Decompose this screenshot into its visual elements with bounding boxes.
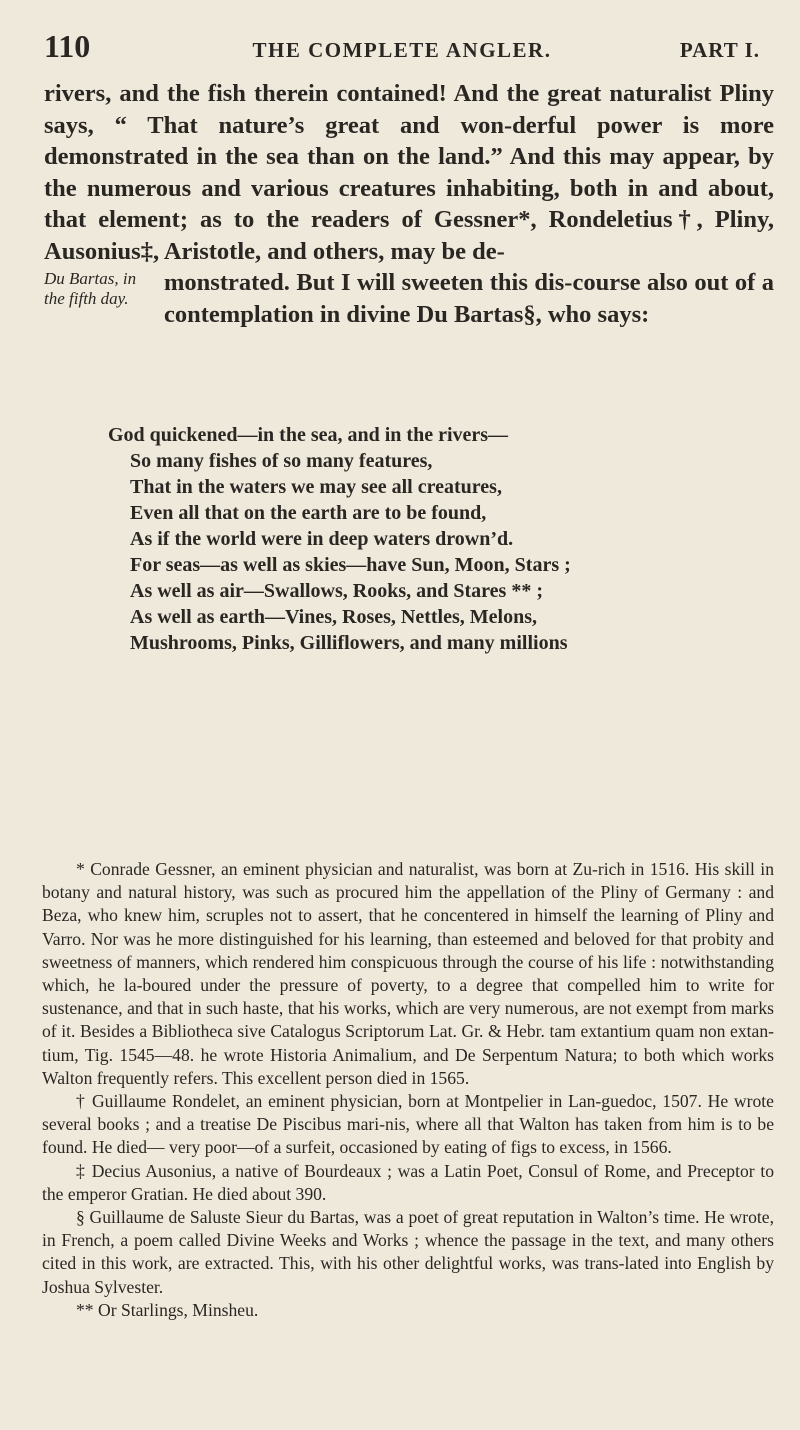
verse-line: For seas—as well as skies—have Sun, Moon, Stars ; (130, 554, 571, 576)
footnote-gessner: * Conrade Gessner, an eminent physician and naturalist, was born at Zu-rich in 1516. His skill in botany and natural history, was such as procured him the appellation of the Pliny of Germany : and Beza, who knew him, scruples not to assert, that he concentered in himself the learning of Pliny and Varro. Nor was he more distinguished for his learning, than esteemed and beloved for that probity and sweetness of manners, which rendered him conspicuous through the course of his life : notwithstanding which, he la-boured under the pressure of poverty, to a degree that compelled him to write for sustenance, and that in such haste, that his works, which are very numerous, are not exempt from marks of it. Besides a Bibliotheca sive Catalogus Scriptorum Lat. Gr. & Hebr. tam extantium quam non extan-tium, Tig. 1545—48. he wrote Historia Animalium, and De Serpentum Natura; to both which works Walton frequently refers. This excellent person died in 1565. (42, 859, 774, 1088)
verse-line: God quickened—in the sea, and in the rivers— (108, 424, 509, 446)
main-paragraph (44, 78, 774, 330)
paragraph-opening: rivers, and the fish therein contained! And the great naturalist Pliny says, “ That nature’s great and won-derful power is more demonstrated in the sea than on the land.” And this may appear, by the numerous and various creatures inhabiting, both in and about, that element; as to the readers of Gessner*, Rondeletius†, Pliny, Ausonius‡, Aristotle, and others, may be de- (44, 80, 774, 265)
verse-line: As well as air—Swallows, Rooks, and Stares ** ; (130, 580, 543, 602)
page-header (44, 28, 760, 68)
verse-line: Even all that on the earth are to be found, (130, 502, 487, 524)
verse-line: Mushrooms, Pinks, Gilliflowers, and many millions (130, 632, 568, 654)
verse-line: As well as earth—Vines, Roses, Nettles, Melons, (130, 606, 537, 628)
paragraph-continuation: monstrated. But I will sweeten this dis-course also out of a contemplation in divine Du Bartas§, who says: (164, 269, 774, 328)
page-number: 110 (44, 28, 91, 64)
running-title: THE COMPLETE ANGLER. (252, 38, 552, 62)
footnote-du-bartas: § Guillaume de Saluste Sieur du Bartas, was a poet of great reputation in Walton’s time. He wrote, in French, a poem called Divine Weeks and Works ; whence the passage in the text, and many others cited in this work, are extracted. This, with his other delightful works, was trans-lated into English by Joshua Sylvester. (42, 1207, 774, 1297)
margin-note: Du Bartas, in the fifth day. (44, 269, 137, 308)
footnote-starlings: ** Or Starlings, Minsheu. (76, 1299, 259, 1320)
footnote-ausonius: ‡ Decius Ausonius, a native of Bourdeaux ; was a Latin Poet, Consul of Rome, and Preceptor to the emperor Gratian. He died about 390. (42, 1160, 774, 1204)
verse-quotation (108, 422, 788, 656)
verse-line: That in the waters we may see all creatures, (130, 476, 502, 498)
verse-line: So many fishes of so many features, (130, 450, 433, 472)
part-label: PART I. (679, 38, 760, 62)
footnote-rondelet: † Guillaume Rondelet, an eminent physician, born at Montpelier in Lan-guedoc, 1507. He wrote several books ; and a treatise De Piscibus mari-nis, where all that Walton has taken from him is to be found. He died— very poor—of a surfeit, occasioned by eating of figs to excess, in 1566. (42, 1091, 774, 1158)
verse-line: As if the world were in deep waters drown’d. (130, 528, 514, 550)
footnotes (42, 858, 774, 1322)
